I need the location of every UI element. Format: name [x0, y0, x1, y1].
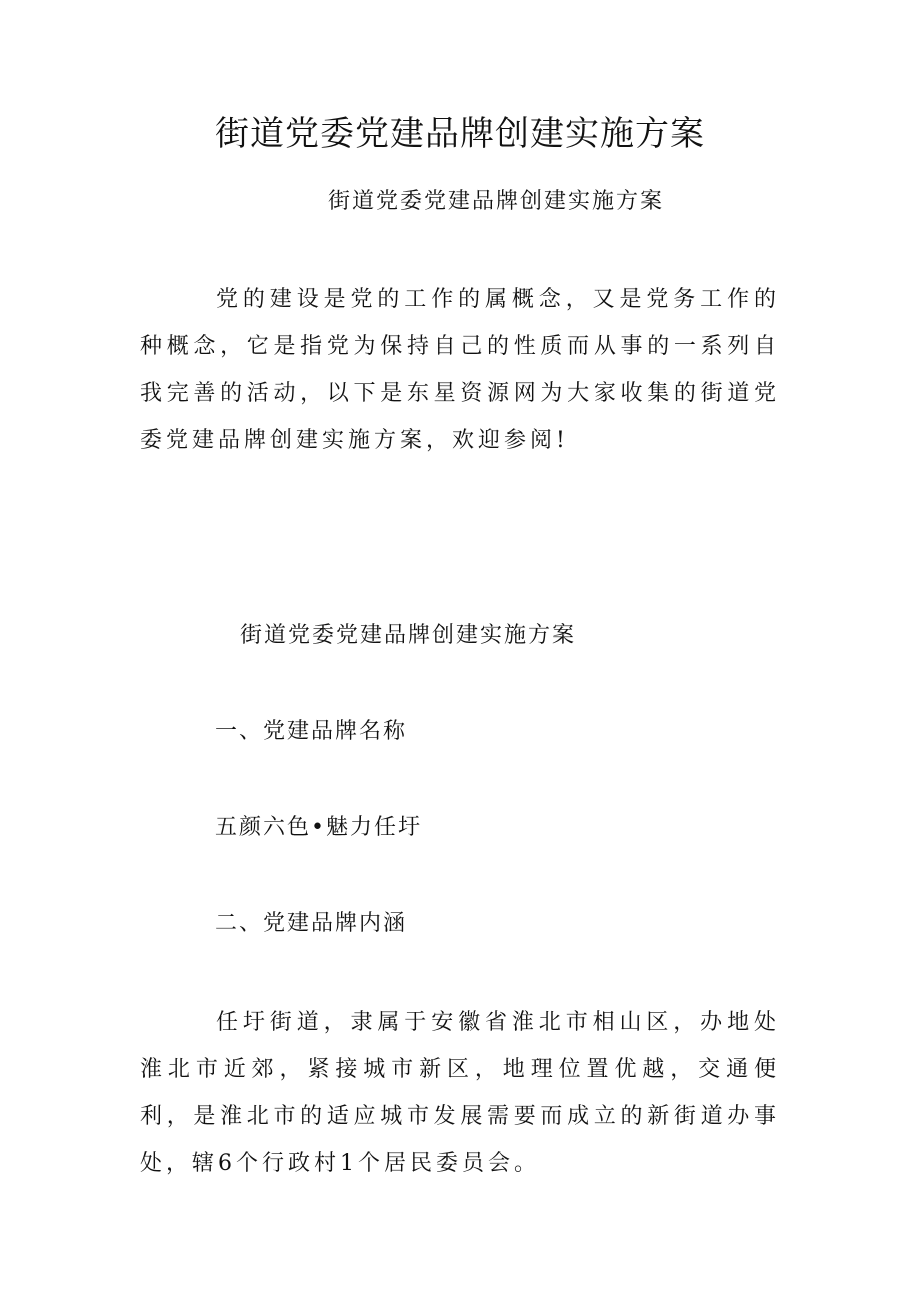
section-title: 街道党委党建品牌创建实施方案 — [240, 623, 577, 648]
heading-brand-meaning: 二、党建品牌内涵 — [215, 911, 408, 936]
document-subtitle: 街道党委党建品牌创建实施方案 — [328, 189, 665, 214]
body-paragraph: 任圩街道，隶属于安徽省淮北市相山区，办地处淮北市近郊，紧接城市新区，地理位置优越，交通便利，是淮北市的适应城市发展需要而成立的新街道办事处，辖6个行政村1个居民委员会。 — [140, 1010, 780, 1176]
heading-brand-name: 一、党建品牌名称 — [215, 719, 408, 744]
intro-paragraph: 党的建设是党的工作的属概念，又是党务工作的种概念，它是指党为保持自己的性质而从事的一系列自我完善的活动，以下是东星资源网为大家收集的街道党委党建品牌创建实施方案，欢迎参阅! — [140, 287, 780, 453]
brand-name-text: 五颜六色•魅力任圩 — [215, 815, 422, 840]
document-title: 街道党委党建品牌创建实施方案 — [215, 114, 705, 154]
